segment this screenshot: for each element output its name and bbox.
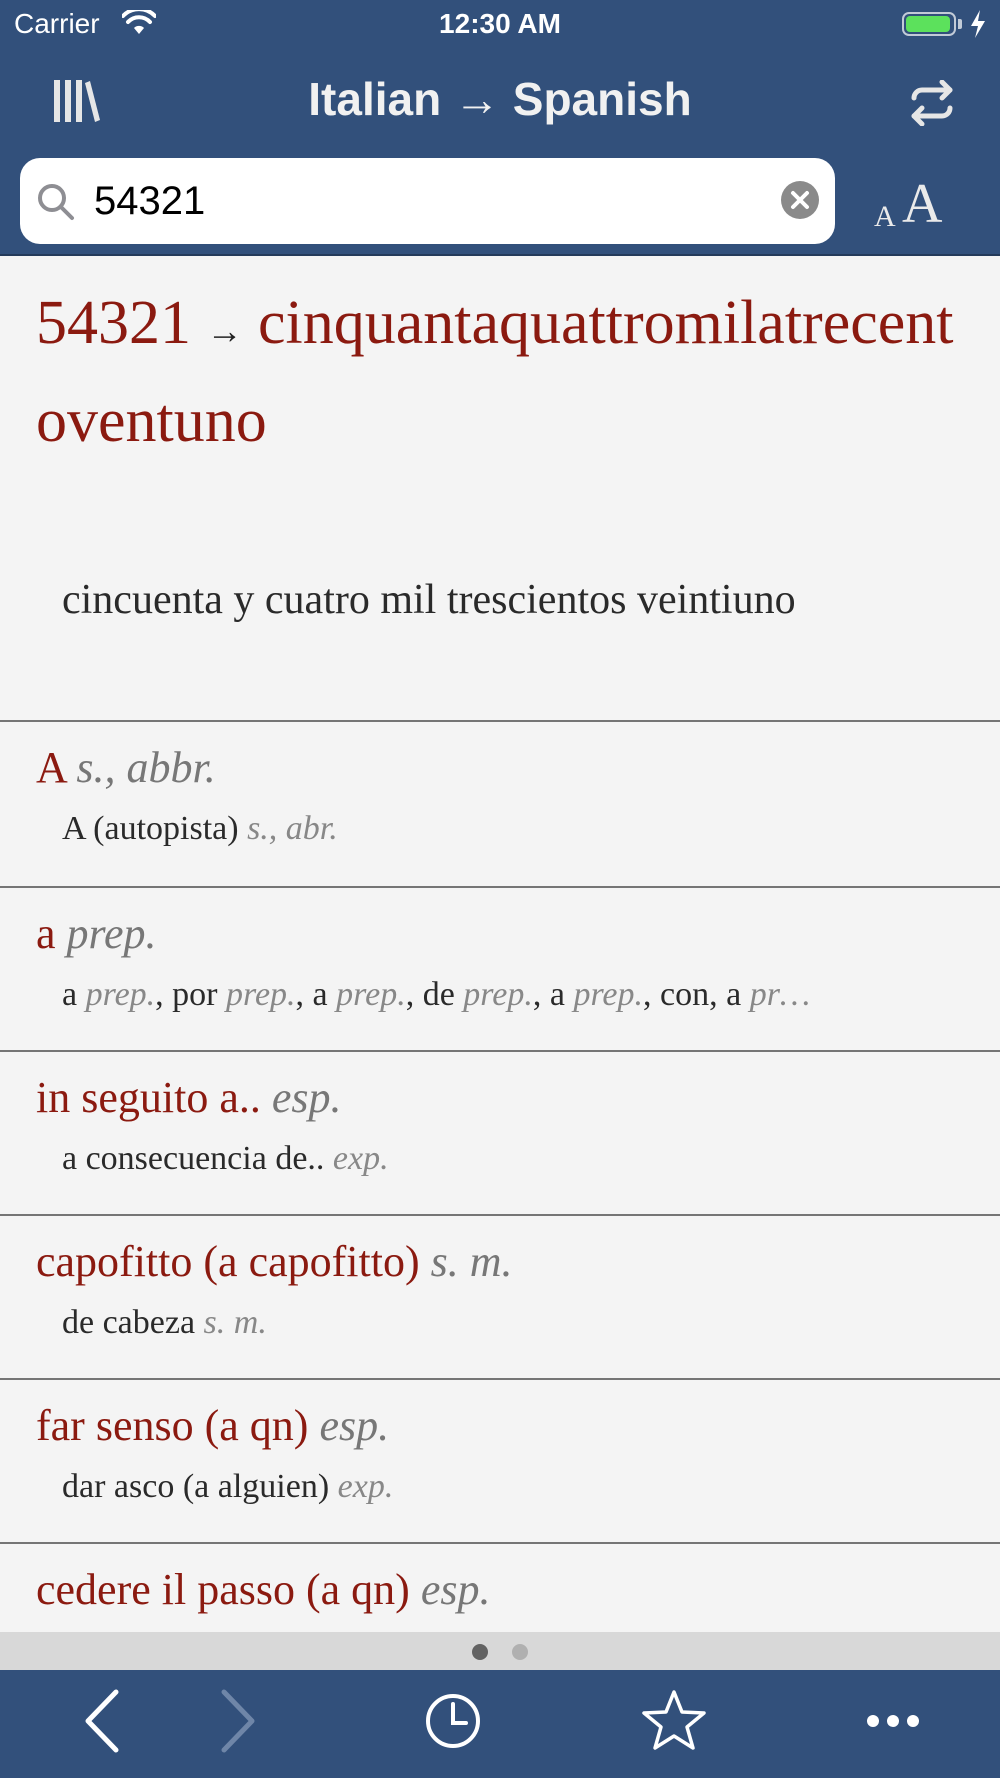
translation-pos: exp. — [332, 1140, 389, 1177]
nav-bar — [0, 50, 1000, 256]
page-dot-active[interactable] — [472, 1644, 488, 1660]
translation-pos: prep. — [225, 976, 296, 1013]
headword-pos: esp. — [420, 1565, 491, 1614]
headword-pos: esp. — [319, 1401, 390, 1450]
headword-pos: s., abbr. — [76, 743, 216, 792]
translation-text: de cabeza — [62, 1304, 196, 1341]
main-headword — [36, 278, 976, 466]
translation-pos: prep. — [85, 976, 156, 1013]
headword-text: in seguito a.. — [36, 1073, 261, 1122]
list-item[interactable] — [0, 1544, 1000, 1632]
main-translation: cincuenta y cuatro mil trescientos veintiuno — [62, 577, 796, 623]
translation-text: de — [422, 976, 455, 1013]
clear-icon[interactable] — [780, 180, 820, 225]
list-item[interactable] — [0, 1052, 1000, 1216]
favorites-icon[interactable] — [640, 1688, 708, 1757]
entry-headword — [36, 1564, 490, 1615]
translation-text: dar asco (a alguien) — [62, 1468, 330, 1505]
entry-translation — [62, 976, 810, 1014]
list-item[interactable] — [0, 888, 1000, 1052]
entry-headword — [36, 1236, 513, 1287]
translation-pos: prep. — [463, 976, 533, 1013]
translation-pos: pr… — [749, 976, 811, 1013]
headword-text: capofitto (a capofitto) — [36, 1237, 420, 1286]
translation-pos: exp. — [337, 1468, 394, 1505]
headword-text: cedere il passo (a qn) — [36, 1565, 410, 1614]
status-time: 12:30 AM — [439, 8, 561, 39]
page-title: Italian → Spanish — [308, 73, 692, 125]
translation-pos: prep. — [336, 976, 406, 1013]
search-bar[interactable] — [20, 158, 835, 244]
history-icon[interactable] — [424, 1692, 482, 1755]
entry-translation — [62, 810, 338, 848]
translation-separator: , — [155, 976, 173, 1013]
battery-icon — [902, 12, 956, 36]
carrier-label: Carrier — [14, 8, 100, 39]
main-headword-words: cinquantaquattromilatrecentoventuno — [36, 289, 954, 455]
translation-text: a — [62, 976, 78, 1013]
list-item[interactable] — [0, 722, 1000, 888]
results-list — [0, 256, 1000, 1632]
forward-icon[interactable] — [216, 1688, 260, 1759]
translation-separator: , — [405, 976, 423, 1013]
entry-translation — [62, 1304, 267, 1342]
entry-headword — [36, 1072, 342, 1123]
translation-separator: , — [532, 976, 550, 1013]
entry-translation — [62, 1468, 393, 1506]
translation-text: por — [172, 976, 218, 1013]
translation-separator: , — [643, 976, 661, 1013]
arrow-icon: → — [206, 311, 243, 351]
list-item[interactable] — [0, 1380, 1000, 1544]
page-dot[interactable] — [512, 1644, 528, 1660]
font-size-small-label: A — [874, 200, 896, 233]
font-size-button[interactable] — [872, 172, 962, 235]
translation-text: a — [312, 976, 328, 1013]
entry-headword — [36, 1400, 389, 1451]
translation-text: a consecuencia de.. — [62, 1140, 325, 1177]
headword-pos: esp. — [271, 1073, 342, 1122]
translation-separator: , — [295, 976, 313, 1013]
page-indicator[interactable] — [0, 1632, 1000, 1670]
headword-text: a — [36, 909, 56, 958]
main-result[interactable] — [0, 256, 1000, 722]
translation-pos: prep. — [573, 976, 644, 1013]
headword-text: A — [36, 743, 66, 792]
font-size-large-label: A — [902, 173, 943, 235]
search-input[interactable] — [92, 170, 776, 232]
translation-pos: s., abr. — [247, 810, 338, 847]
status-bar — [0, 0, 1000, 50]
back-icon[interactable] — [80, 1688, 124, 1759]
headword-text: far senso (a qn) — [36, 1401, 309, 1450]
entry-headword — [36, 742, 216, 793]
entry-translation — [62, 1140, 389, 1178]
translation-text: a — [549, 976, 565, 1013]
entry-headword — [36, 908, 157, 959]
swap-direction-icon[interactable] — [908, 80, 956, 131]
headword-pos: s. m. — [430, 1237, 513, 1286]
list-item[interactable] — [0, 1216, 1000, 1380]
headword-pos: prep. — [66, 909, 157, 958]
main-headword-number: 54321 — [36, 289, 191, 357]
more-icon[interactable] — [866, 1714, 920, 1733]
charging-icon — [970, 10, 986, 43]
translation-pos: s. m. — [203, 1304, 267, 1341]
translation-text: A (autopista) — [62, 810, 239, 847]
translation-text: con, a — [660, 976, 742, 1013]
battery-tip — [958, 19, 962, 29]
search-icon — [36, 182, 76, 227]
bottom-toolbar — [0, 1670, 1000, 1778]
